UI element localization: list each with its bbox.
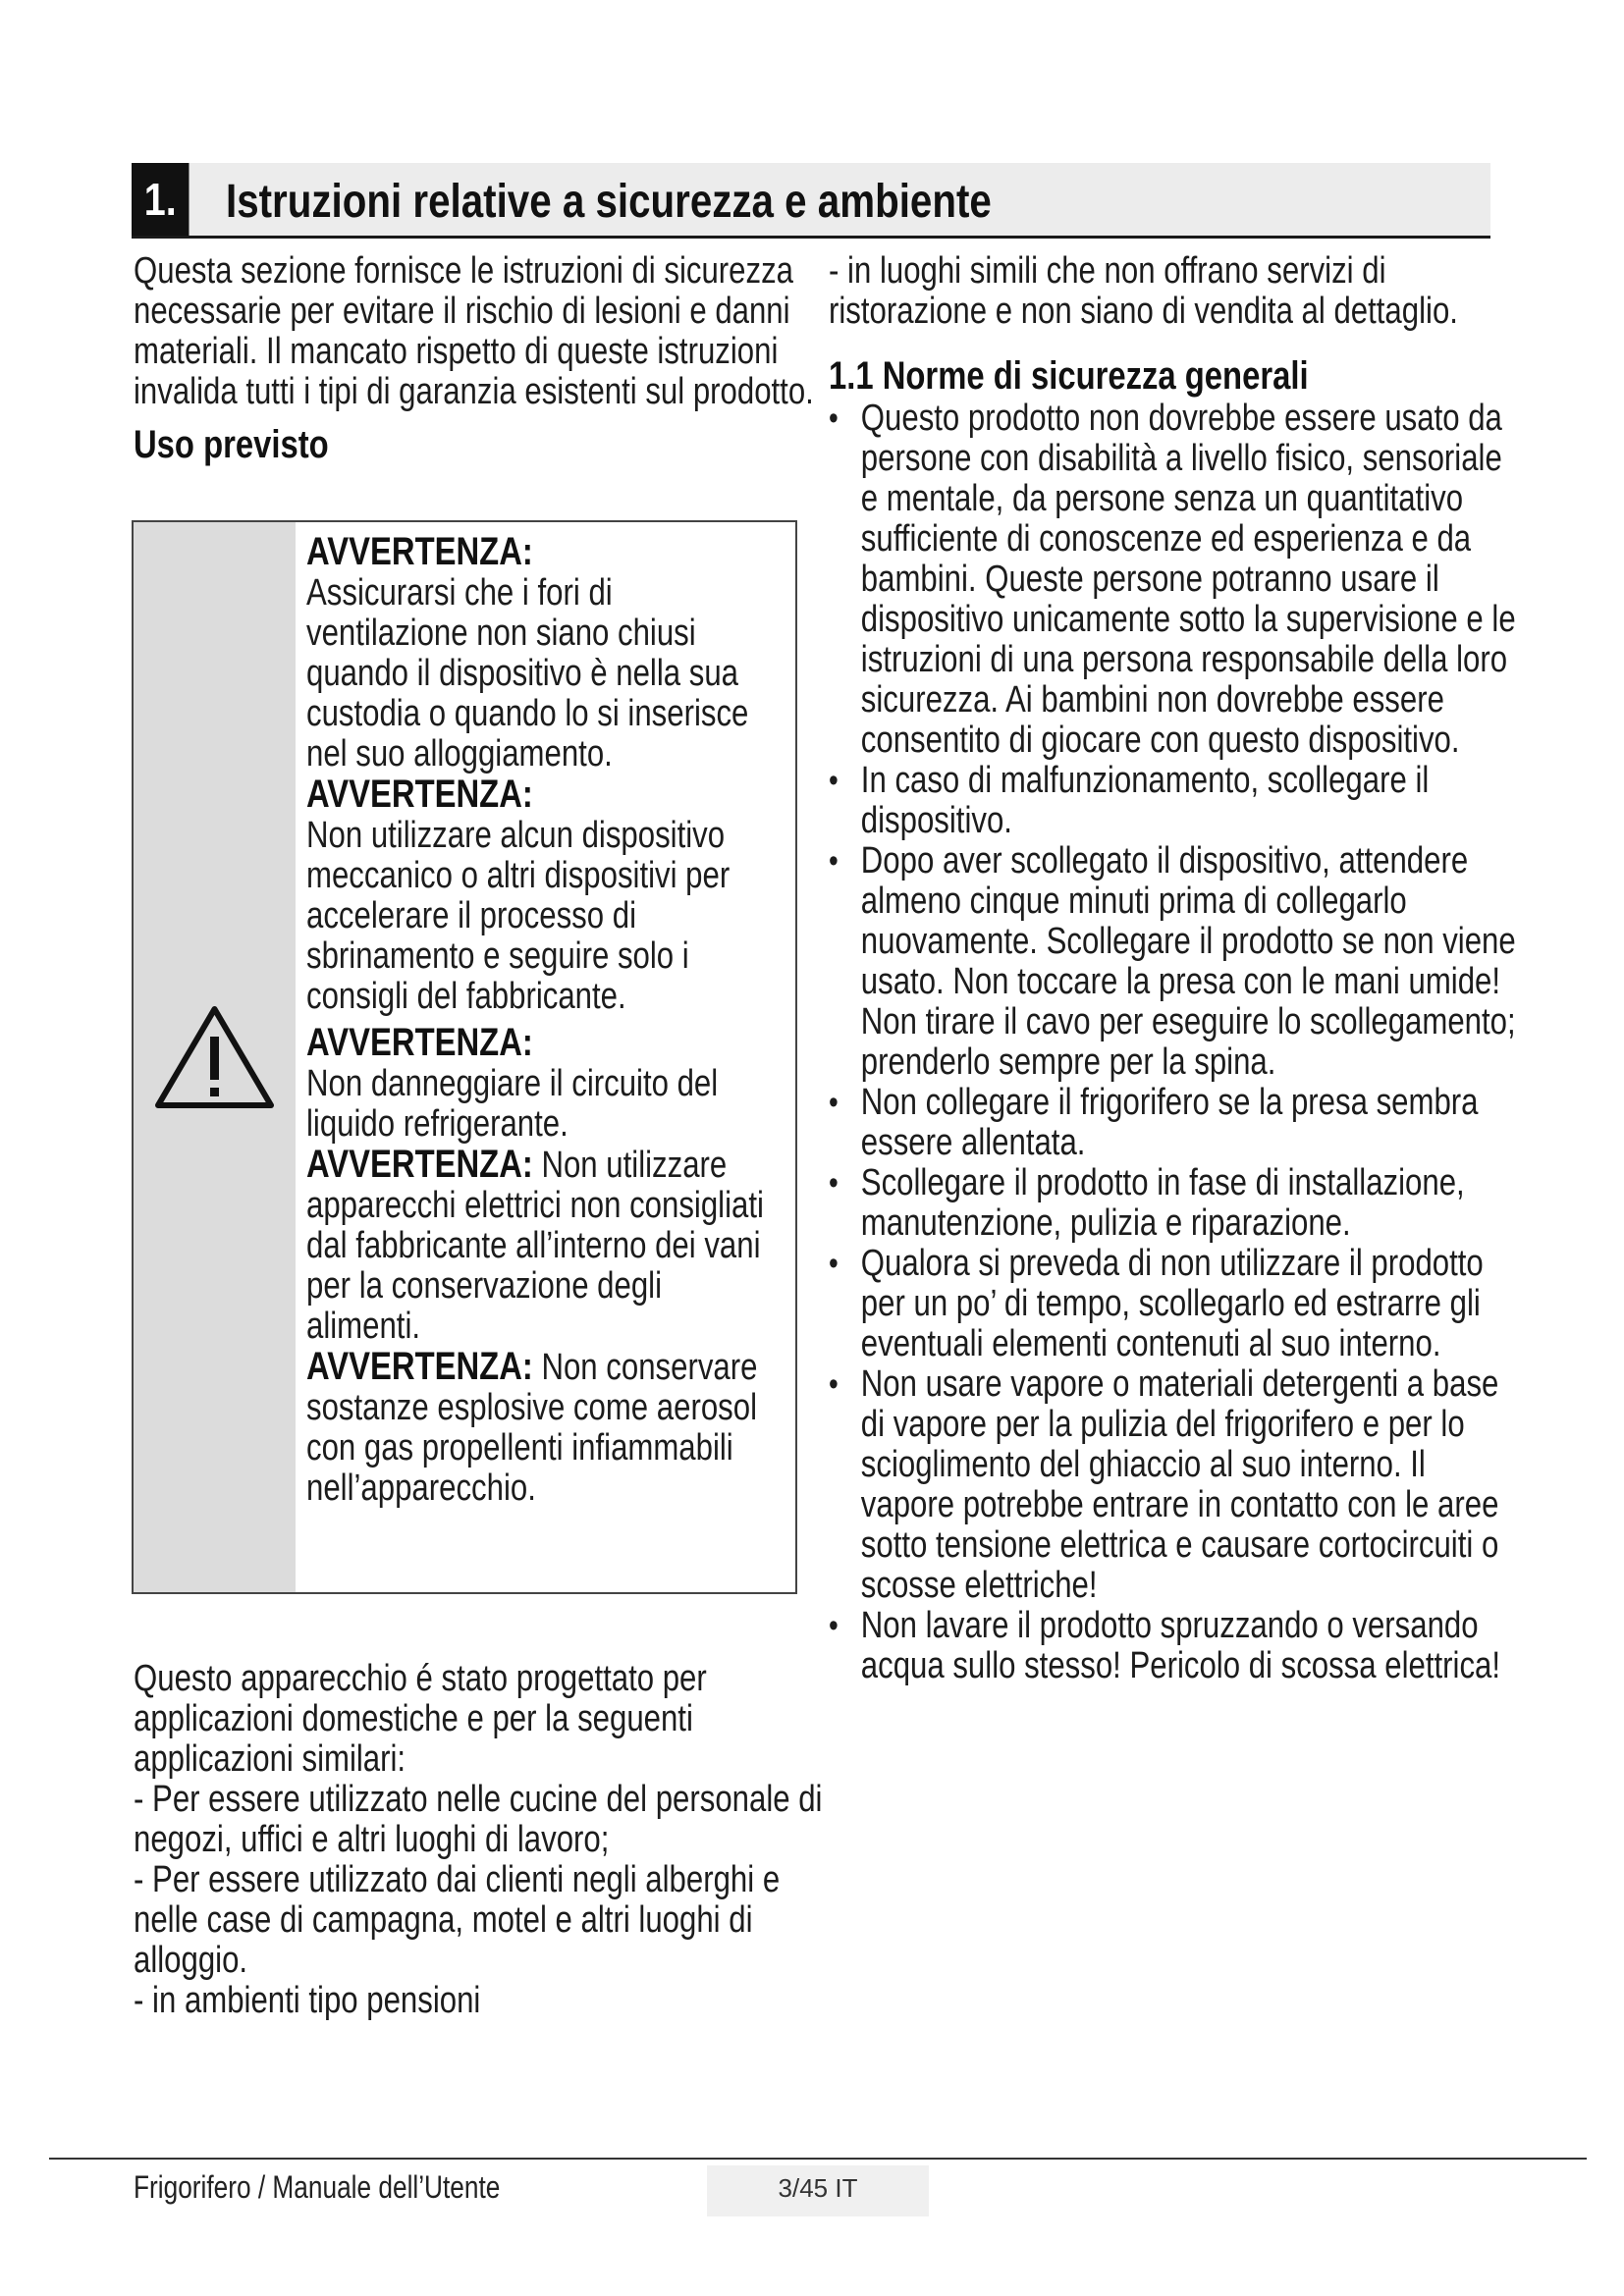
continued-use [829, 251, 1516, 332]
uso-previsto-heading: Uso previsto [134, 423, 329, 466]
list-item [829, 761, 1516, 841]
warning-body: Assicurarsi che i fori di ventilazione non siano chiusi quando il dispositivo è nella sua custodia o quando lo si inserisce nel suo alloggiamento. [306, 572, 749, 774]
warning-item [306, 774, 778, 1017]
safety-bullets-wrap [829, 399, 1516, 1686]
use-item: - Per essere utilizzato dai clienti negli alberghi e nelle case di campagna, motel e altri luoghi di alloggio. [134, 1859, 781, 1981]
warning-label: AVVERTENZA: [306, 773, 533, 816]
warning-label: AVVERTENZA: [306, 530, 533, 573]
bullet-text: Qualora si preveda di non utilizzare il prodotto per un po’ di tempo, scollegarlo ed estrarre gli eventuali elementi contenuti al suo interno. [860, 1243, 1484, 1364]
right-column [829, 251, 1516, 1686]
warning-item [306, 1347, 778, 1509]
warning-icon-panel [134, 522, 296, 1592]
warning-item [306, 532, 778, 774]
section-title: Istruzioni relative a sicurezza e ambiente [226, 176, 992, 228]
use-item: - in ambienti tipo pensioni [134, 1980, 481, 2021]
bullet-icon: • [829, 1365, 839, 1403]
list-item [829, 1244, 1516, 1364]
bullet-text: Non lavare il prodotto spruzzando o versando acqua sullo stesso! Pericolo di scossa elettrica! [860, 1605, 1501, 1686]
footer-divider [49, 2158, 1587, 2160]
warning-body: Non conservare sostanze esplosive come aerosol con gas propellenti infiammabili nell’apparecchio. [306, 1347, 758, 1509]
warning-body: Non utilizzare apparecchi elettrici non consigliati dal fabbricante all’interno dei vani per la conservazione degli alimenti. [306, 1145, 764, 1347]
bullet-icon: • [829, 1084, 839, 1121]
intended-use-intro: Questo apparecchio é stato progettato per applicazioni domestiche e per la seguenti applicazioni similari: [134, 1658, 707, 1780]
footer-document-title: Frigorifero / Manuale dell’Utente [134, 2169, 501, 2205]
bullet-text: In caso di malfunzionamento, scollegare il dispositivo. [860, 760, 1430, 841]
warning-body: Non utilizzare alcun dispositivo meccanico o altri dispositivi per accelerare il processo di sbrinamento e seguire solo i consigli del fabbricante. [306, 815, 731, 1017]
warning-label: AVVERTENZA: [306, 1345, 533, 1388]
bullet-icon: • [829, 842, 839, 880]
bullet-text: Scollegare il prodotto in fase di installazione, manutenzione, pulizia e riparazione. [860, 1162, 1465, 1244]
list-item [829, 1163, 1516, 1244]
list-item [829, 1083, 1516, 1163]
list-item [829, 1364, 1516, 1606]
section-number: 1. [132, 163, 189, 236]
bullet-icon: • [829, 1607, 839, 1644]
warning-triangle-icon [153, 1003, 276, 1111]
list-item [829, 399, 1516, 761]
section-header [132, 163, 1490, 239]
warning-body: Non danneggiare il circuito del liquido refrigerante. [306, 1063, 719, 1145]
warning-text [306, 530, 764, 1509]
list-item [829, 1606, 1516, 1686]
intended-use-section [134, 1659, 840, 2021]
bullet-text: Questo prodotto non dovrebbe essere usato da persone con disabilità a livello fisico, sensoriale e mentale, da persone senza un quantitativo sufficiente di conoscenze ed esperienza e da bambini. Queste persone potranno usare il dispositivo unicamente sotto la supervisione e le istruzioni di una persona responsabile della loro sicurezza. Ai bambini non dovrebbe essere consentito di giocare con questo dispositivo. [860, 398, 1516, 761]
bullet-text: Non collegare il frigorifero se la presa sembra essere allentata. [860, 1082, 1479, 1163]
subsection-heading: 1.1 Norme di sicurezza generali [829, 354, 1309, 398]
left-column [134, 251, 840, 467]
list-item [829, 841, 1516, 1083]
bullet-icon: • [829, 400, 839, 437]
bullet-icon: • [829, 762, 839, 799]
intended-use-text [134, 1659, 840, 2021]
bullet-icon: • [829, 1164, 839, 1201]
warning-label: AVVERTENZA: [306, 1143, 533, 1186]
warning-item [306, 1145, 778, 1347]
intro-paragraph [134, 251, 840, 412]
bullet-text: Non usare vapore o materiali detergenti a base di vapore per la pulizia del frigorifero e per lo scioglimento del ghiaccio al suo interno. Il vapore potrebbe entrare in contatto con le aree sotto tensione elettrica e causare cortocircuiti o scosse elettriche! [860, 1363, 1499, 1606]
page-number: 3/45 IT [778, 2173, 858, 2203]
warning-box [132, 520, 797, 1594]
warning-item [306, 1023, 778, 1145]
use-item: - in luoghi simili che non offrano servizi di ristorazione e non siano di vendita al dettaglio. [829, 250, 1458, 332]
safety-bullets [829, 399, 1516, 1686]
intro-text: Questa sezione fornisce le istruzioni di sicurezza necessarie per evitare il rischio di lesioni e danni materiali. Il mancato rispetto di queste istruzioni invalida tutti i tipi di garanzia esistenti sul prodotto. [134, 250, 814, 412]
bullet-icon: • [829, 1245, 839, 1282]
bullet-text: Dopo aver scollegato il dispositivo, attendere almeno cinque minuti prima di collegarlo nuovamente. Scollegare il prodotto se non viene usato. Non toccare la presa con le mani umide! Non tirare il cavo per eseguire lo scollegamento; prenderlo sempre per la spina. [860, 840, 1516, 1083]
use-item: - Per essere utilizzato nelle cucine del personale di negozi, uffici e altri luoghi di lavoro; [134, 1779, 823, 1860]
footer-page-box [707, 2165, 929, 2216]
warning-label: AVVERTENZA: [306, 1021, 533, 1064]
